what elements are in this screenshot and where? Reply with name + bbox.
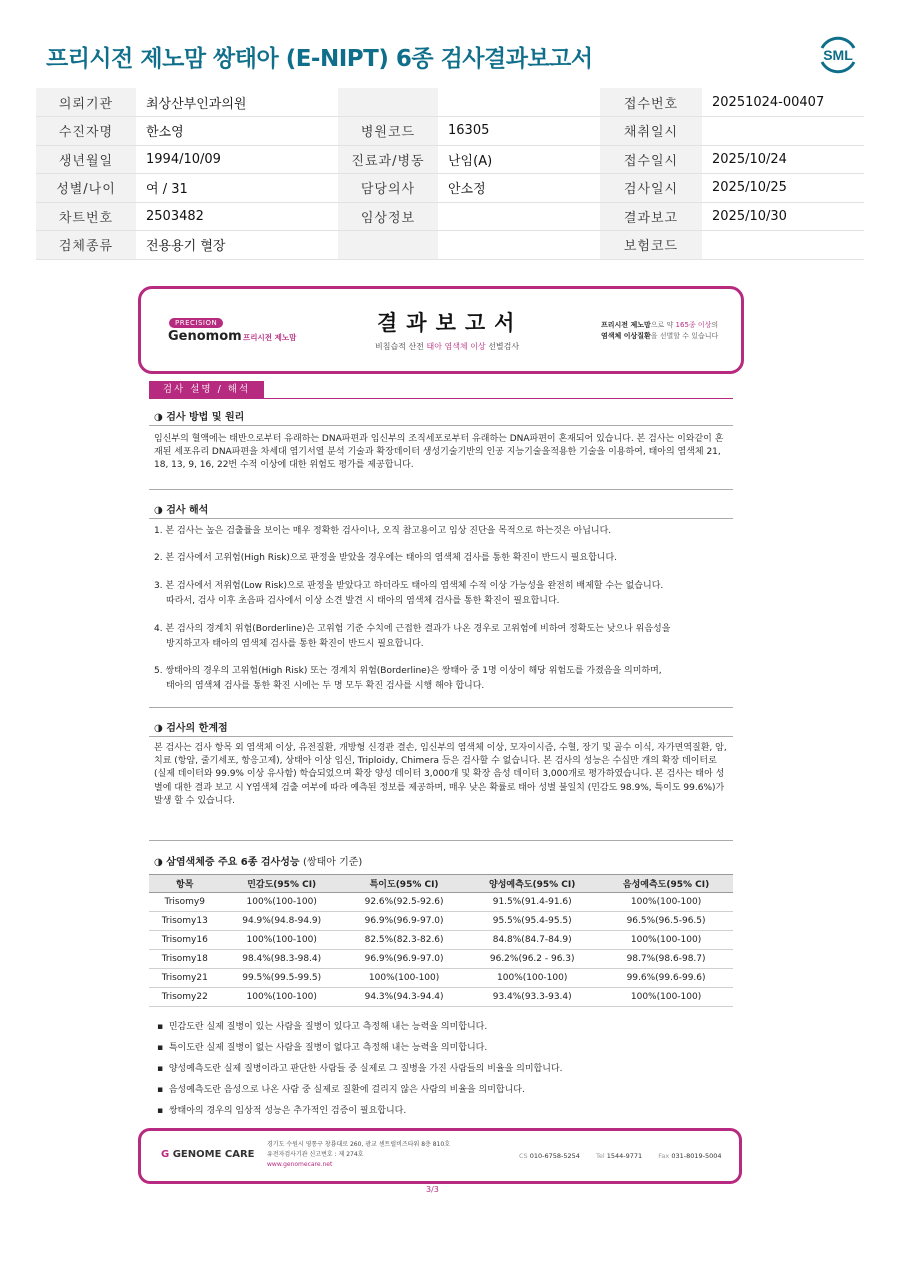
table-cell: 100%(100-100) [599, 988, 733, 1007]
table-cell: 91.5%(91.4-91.6) [465, 893, 599, 912]
table-cell: Trisomy22 [149, 988, 221, 1007]
patient-info-table [36, 88, 864, 260]
performance-heading: ◑ 삼염색체증 주요 6종 검사성능 (쌍태아 기준) [154, 857, 363, 868]
footer-contact: CS 010-6758-5254 Tel 1544-9771 Fax 031-8019-5004 [519, 1152, 722, 1160]
info-row [36, 145, 864, 174]
info-label: 생년월일 [36, 145, 136, 174]
table-cell: 98.4%(98.3-98.4) [221, 950, 343, 969]
table-cell: 100%(100-100) [599, 893, 733, 912]
limits-text: 본 검사는 검사 항목 외 염색체 이상, 유전질환, 개방형 신경관 결손, 임신부의 염색체 이상, 모자이시즘, 수혈, 장기 및 골수 이식, 자가면역질환, 암, 치료 (항암, 줄기세포, 항응고제), 상태아 이상 임신, Triploidy, Chimera 등은 검사할 수 없습니다. 본 검사의 성능은 수십만 개의 확장 데이터로 (실제 데이터와 99.9% 이상 유사함) 학습되었으며 확장 양성 데이터 3,000개 및 확장 음성 데이터 3,000개로 평가하였습니다. 본 검사는 태아 성별에 대한 결과 보고 시 Y염색체 검출 여부에 따라 예측된 정보를 제공하며, 매우 낮은 확률로 태아 성별 불일치 (민감도 98.9%, 특이도 99.6%)가 발생 할 수 있습니다. [154, 743, 727, 806]
table-cell: Trisomy16 [149, 931, 221, 950]
table-cell: 100%(100-100) [599, 931, 733, 950]
performance-column-header: 양성예측도(95% CI) [465, 875, 599, 893]
info-row [36, 231, 864, 260]
table-cell: 99.5%(99.5-99.5) [221, 969, 343, 988]
footer-address: 경기도 수원시 영통구 창룡대로 260, 광교 센트럴비즈타워 8층 810호 유전자검사기관 신고번호 : 제 274호 www.genomecare.net [267, 1141, 450, 1168]
footer-box [138, 1128, 742, 1184]
table-cell: 95.5%(95.4-95.5) [465, 912, 599, 931]
divider [149, 518, 733, 519]
interpret-item-line: 1. 본 검사는 높은 검출률을 보이는 매우 정확한 검사이나, 오직 참고용이고 임상 진단을 목적으로 하는것은 아닙니다. [154, 526, 612, 536]
genome-care-logo: G GENOME CARE [161, 1149, 255, 1160]
table-cell: 96.2%(96.2 - 96.3) [465, 950, 599, 969]
table-row [149, 988, 733, 1007]
sml-logo [814, 30, 862, 78]
table-cell: 96.9%(96.9-97.0) [343, 912, 465, 931]
interpret-item [154, 551, 730, 566]
table-cell: 94.9%(94.8-94.9) [221, 912, 343, 931]
info-value [438, 202, 600, 231]
performance-column-header: 항목 [149, 875, 221, 893]
info-label: 수진자명 [36, 117, 136, 146]
genomom-brand: Genomom [168, 329, 242, 344]
info-value [438, 88, 600, 117]
list-item: ▪ 특이도란 실제 질병이 없는 사람을 질병이 없다고 측정해 내는 능력을 의미합니다. [157, 1043, 488, 1053]
info-value: 2025/10/24 [702, 145, 864, 174]
list-item: ▪ 음성예측도란 음성으로 나온 사람 중 실제로 질환에 걸리지 않은 사람의 비율을 의미합니다. [157, 1085, 525, 1095]
info-value: 난임(A) [438, 145, 600, 174]
genomom-brand-ko: 프리시전 제노맘 [243, 333, 297, 342]
info-value: 전용용기 혈장 [136, 231, 338, 260]
report-title: 프리시전 제노맘 쌍태아 (E-NIPT) 6종 검사결과보고서 [46, 46, 593, 72]
interpret-item [154, 622, 730, 651]
performance-table [149, 874, 733, 1007]
info-label: 임상정보 [338, 202, 438, 231]
info-row [36, 88, 864, 117]
info-value: 2025/10/25 [702, 174, 864, 203]
table-row [149, 969, 733, 988]
info-row [36, 117, 864, 146]
info-label: 성별/나이 [36, 174, 136, 203]
divider [149, 489, 733, 490]
performance-column-header: 음성예측도(95% CI) [599, 875, 733, 893]
table-cell: 94.3%(94.3-94.4) [343, 988, 465, 1007]
notes-list [157, 1020, 562, 1125]
table-cell: 92.6%(92.5-92.6) [343, 893, 465, 912]
list-item: ▪ 양성예측도란 실제 질병이라고 판단한 사람들 중 실제로 그 질병을 가진 사람들의 비율을 의미합니다. [157, 1064, 563, 1074]
info-value: 1994/10/09 [136, 145, 338, 174]
table-cell: Trisomy18 [149, 950, 221, 969]
report-box-title: 결과보고서 [377, 311, 524, 335]
info-label: 검사일시 [600, 174, 702, 203]
table-row [149, 893, 733, 912]
divider [149, 736, 733, 737]
table-cell: 98.7%(98.6-98.7) [599, 950, 733, 969]
info-value [702, 117, 864, 146]
section-tab: 검사 설명 / 해석 [149, 381, 264, 398]
section-divider [149, 398, 733, 399]
info-label: 진료과/병동 [338, 145, 438, 174]
info-label: 보험코드 [600, 231, 702, 260]
method-heading: ◑ 검사 방법 및 원리 [154, 412, 245, 423]
list-item: ▪ 쌍태아의 경우의 임상적 성능은 추가적인 검증이 필요합니다. [157, 1106, 407, 1116]
info-row [36, 174, 864, 203]
table-cell: 93.4%(93.3-93.4) [465, 988, 599, 1007]
table-cell: 96.9%(96.9-97.0) [343, 950, 465, 969]
interpret-item [154, 579, 730, 608]
table-cell: 100%(100-100) [465, 969, 599, 988]
table-row [149, 950, 733, 969]
info-value: 최상산부인과의원 [136, 88, 338, 117]
sml-logo-text: SML [823, 47, 853, 63]
info-label: 결과보고 [600, 202, 702, 231]
info-value: 여 / 31 [136, 174, 338, 203]
info-value: 2025/10/30 [702, 202, 864, 231]
table-cell: Trisomy9 [149, 893, 221, 912]
table-cell: Trisomy13 [149, 912, 221, 931]
info-label: 차트번호 [36, 202, 136, 231]
table-cell: 84.8%(84.7-84.9) [465, 931, 599, 950]
info-label: 의뢰기관 [36, 88, 136, 117]
info-value [438, 231, 600, 260]
table-cell: 82.5%(82.3-82.6) [343, 931, 465, 950]
info-value [702, 231, 864, 260]
table-row [149, 912, 733, 931]
info-label: 검체종류 [36, 231, 136, 260]
info-value: 2503482 [136, 202, 338, 231]
info-value: 안소정 [438, 174, 600, 203]
info-label: 접수번호 [600, 88, 702, 117]
info-label: 병원코드 [338, 117, 438, 146]
info-value: 16305 [438, 117, 600, 146]
interpret-item-line: 3. 본 검사에서 저위험(Low Risk)으로 판정을 받았다고 하더라도 태아의 염색체 수적 이상 가능성을 완전히 배제할 수는 없습니다. [154, 581, 664, 591]
performance-column-header: 특이도(95% CI) [343, 875, 465, 893]
divider [149, 840, 733, 841]
interpret-item-line: 2. 본 검사에서 고위험(High Risk)으로 판정을 받았을 경우에는 태아의 염색체 검사를 통한 확진이 반드시 필요합니다. [154, 553, 618, 563]
report-box-tagline: 프리시전 제노맘으로 약 165종 이상의 염색체 이상질환을 선별할 수 있습니다 [601, 321, 719, 340]
table-row [149, 931, 733, 950]
table-cell: 99.6%(99.6-99.6) [599, 969, 733, 988]
info-label [338, 88, 438, 117]
page-number: 3/3 [426, 1185, 439, 1194]
table-cell: 100%(100-100) [221, 988, 343, 1007]
list-item: ▪ 민감도란 실제 질병이 있는 사람을 질병이 있다고 측정해 내는 능력을 의미합니다. [157, 1022, 488, 1032]
info-row [36, 202, 864, 231]
interpret-item-line: 따라서, 검사 이후 초음파 검사에서 이상 소견 발견 시 태아의 염색체 검사를 통한 확진이 필요합니다. [166, 595, 560, 606]
limits-heading: ◑ 검사의 한계점 [154, 723, 228, 734]
table-cell: 100%(100-100) [343, 969, 465, 988]
interpret-item-line: 4. 본 검사의 경계치 위험(Borderline)은 고위험 기준 수치에 근접한 결과가 나온 경우로 고위험에 비하여 정확도는 낮으나 위음성을 [154, 624, 671, 634]
divider [149, 425, 733, 426]
divider [149, 707, 733, 708]
info-label: 담당의사 [338, 174, 438, 203]
method-text: 임신부의 혈액에는 태반으로부터 유래하는 DNA파편과 임신부의 조직세포로부터 유래하는 DNA파편이 혼재되어 있습니다. 본 검사는 이와같이 혼재된 세포유리 DNA파편을 차세대 염기서열 분석 기술과 확장데이터 생성기술기반의 인공 지능기술을적용한 기술을 이용하여, 태아의 염색체 21, 18, 13, 9, 16, 22번 수적 이상에 대한 위험도 평가를 제공합니다. [154, 434, 724, 471]
info-label: 접수일시 [600, 145, 702, 174]
interpret-item [154, 524, 730, 539]
table-cell: 100%(100-100) [221, 893, 343, 912]
table-cell: 96.5%(96.5-96.5) [599, 912, 733, 931]
interpret-item-line: 방지하고자 태아의 염색체 검사를 통한 확진이 반드시 필요합니다. [166, 638, 424, 649]
table-cell: 100%(100-100) [221, 931, 343, 950]
table-cell: Trisomy21 [149, 969, 221, 988]
interpret-item [154, 664, 730, 693]
precision-badge: PRECISION [169, 318, 223, 328]
info-label [338, 231, 438, 260]
report-box-subtitle: 비침습적 산전 태아 염색체 이상 선별검사 [375, 342, 520, 351]
info-label: 채취일시 [600, 117, 702, 146]
report-header-box [138, 286, 744, 374]
info-value: 한소영 [136, 117, 338, 146]
interpret-item-line: 태아의 염색체 검사를 통한 확진 시에는 두 명 모두 확진 검사를 시행 해야 합니다. [166, 680, 485, 691]
performance-column-header: 민감도(95% CI) [221, 875, 343, 893]
interpret-item-line: 5. 쌍태아의 경우의 고위험(High Risk) 또는 경계치 위험(Borderline)은 쌍태아 중 1명 이상이 해당 위험도를 가졌음을 의미하며, [154, 666, 662, 676]
info-value: 20251024-00407 [702, 88, 864, 117]
interpret-heading: ◑ 검사 해석 [154, 505, 209, 516]
